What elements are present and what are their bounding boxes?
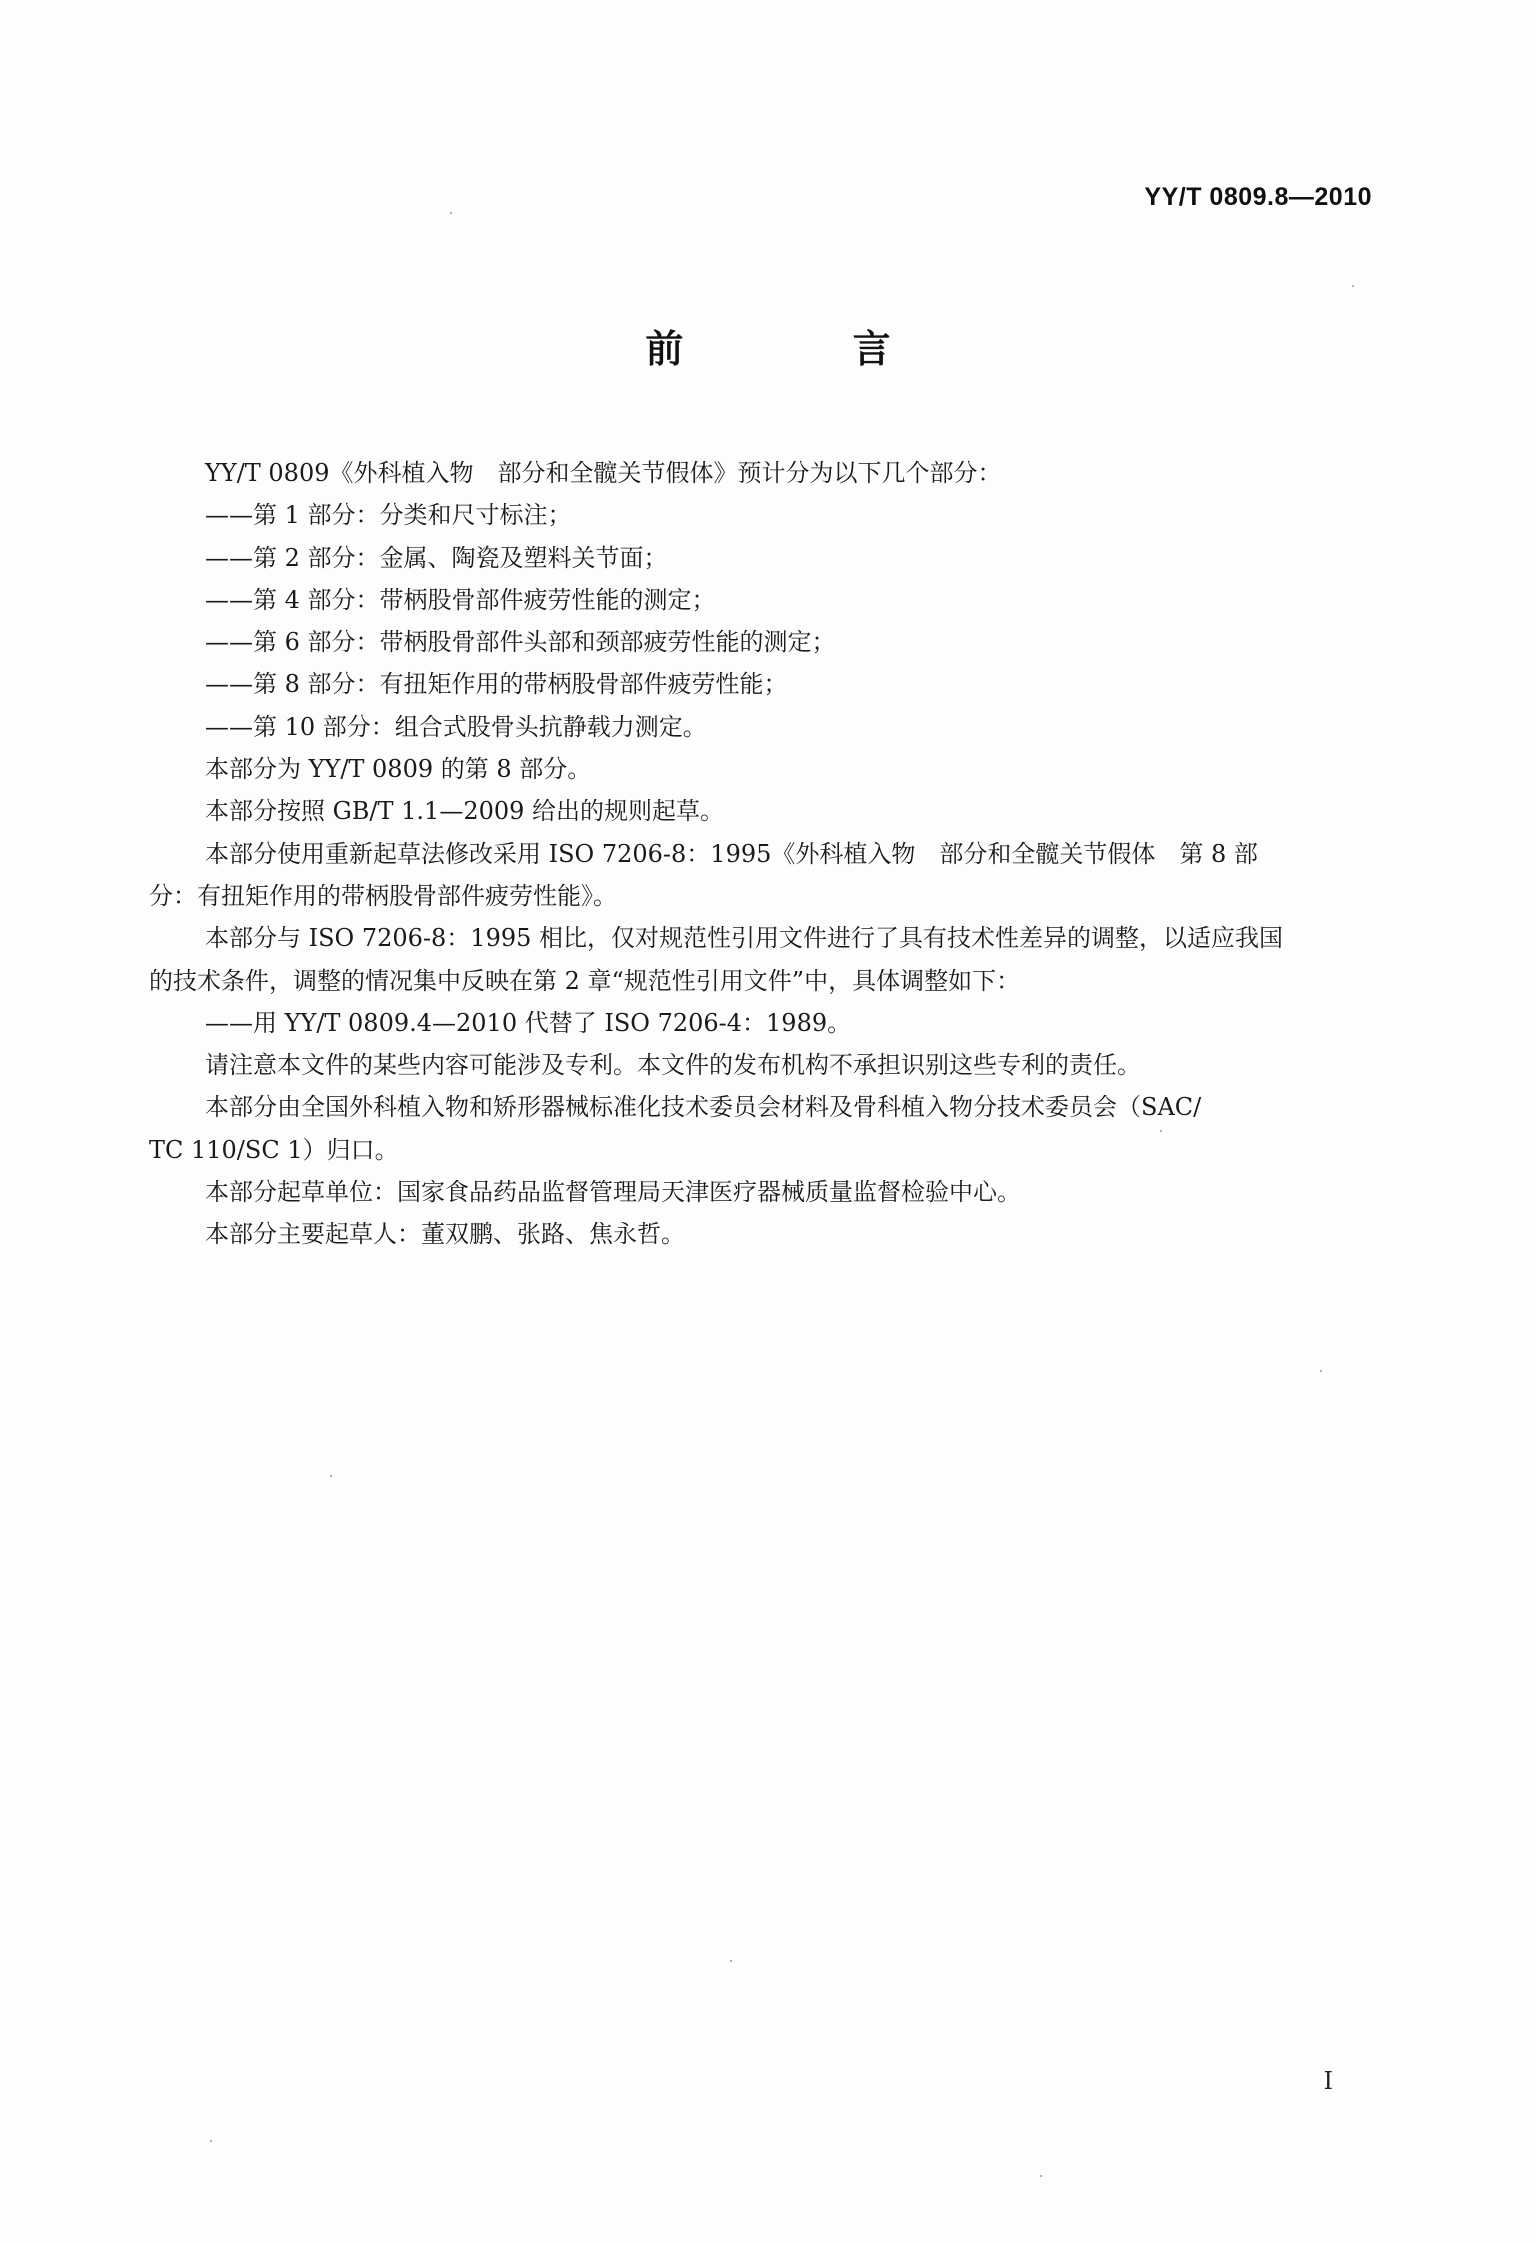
paragraph-replacement: ——用 YY/T 0809.4—2010 代替了 ISO 7206-4：1989。 [205, 1008, 852, 1037]
scan-speck [730, 1960, 732, 1962]
scan-speck [1160, 1130, 1162, 1132]
paragraph-comparison-line1: 本部分与 ISO 7206-8：1995 相比，仅对规范性引用文件进行了具有技术性差异的调整，以适应我国 [205, 924, 1284, 953]
paragraph-drafting-rules: 本部分按照 GB/T 1.1—2009 给出的规则起草。 [205, 797, 725, 826]
list-item-part-1: ——第 1 部分：分类和尺寸标注； [205, 501, 572, 530]
list-item-part-6: ——第 6 部分：带柄股骨部件头部和颈部疲劳性能的测定； [205, 628, 836, 657]
scan-speck [330, 1475, 332, 1477]
list-item-part-8: ——第 8 部分：有扭矩作用的带柄股骨部件疲劳性能； [205, 670, 788, 699]
list-item-part-2: ——第 2 部分：金属、陶瓷及塑料关节面； [205, 543, 668, 572]
paragraph-drafting-authors: 本部分主要起草人：董双鹏、张路、焦永哲。 [205, 1220, 685, 1249]
paragraph-committee-line1: 本部分由全国外科植入物和矫形器械标准化技术委员会材料及骨科植入物分技术委员会（SAC/ [205, 1093, 1202, 1122]
paragraph-part-statement: 本部分为 YY/T 0809 的第 8 部分。 [205, 755, 592, 784]
scan-speck [1352, 285, 1354, 287]
scan-speck [450, 212, 452, 214]
document-code: YY/T 0809.8—2010 [1144, 183, 1372, 211]
foreword-body [149, 452, 1379, 1256]
page-number: I [1323, 2067, 1333, 2095]
paragraph-patent-notice: 请注意本文件的某些内容可能涉及专利。本文件的发布机构不承担识别这些专利的责任。 [205, 1051, 1141, 1080]
scan-speck [210, 2140, 212, 2142]
paragraph-series-intro: YY/T 0809《外科植入物 部分和全髋关节假体》预计分为以下几个部分： [205, 459, 1002, 487]
paragraph-drafting-unit: 本部分起草单位：国家食品药品监督管理局天津医疗器械质量监督检验中心。 [205, 1178, 1021, 1207]
scan-speck [1040, 2175, 1042, 2177]
list-item-part-4: ——第 4 部分：带柄股骨部件疲劳性能的测定； [205, 585, 716, 614]
page-title: 前 言 [645, 327, 969, 371]
paragraph-comparison-line2: 的技术条件，调整的情况集中反映在第 2 章“规范性引用文件”中，具体调整如下： [149, 966, 1021, 995]
paragraph-iso-adoption-line1: 本部分使用重新起草法修改采用 ISO 7206-8：1995《外科植入物 部分和全髋关节假体 第 8 部 [205, 839, 1258, 868]
paragraph-committee-line2: TC 110/SC 1）归口。 [149, 1135, 399, 1164]
paragraph-iso-adoption-line2: 分：有扭矩作用的带柄股骨部件疲劳性能》。 [149, 881, 617, 910]
scan-speck [1320, 1370, 1322, 1372]
list-item-part-10: ——第 10 部分：组合式股骨头抗静载力测定。 [205, 712, 707, 741]
